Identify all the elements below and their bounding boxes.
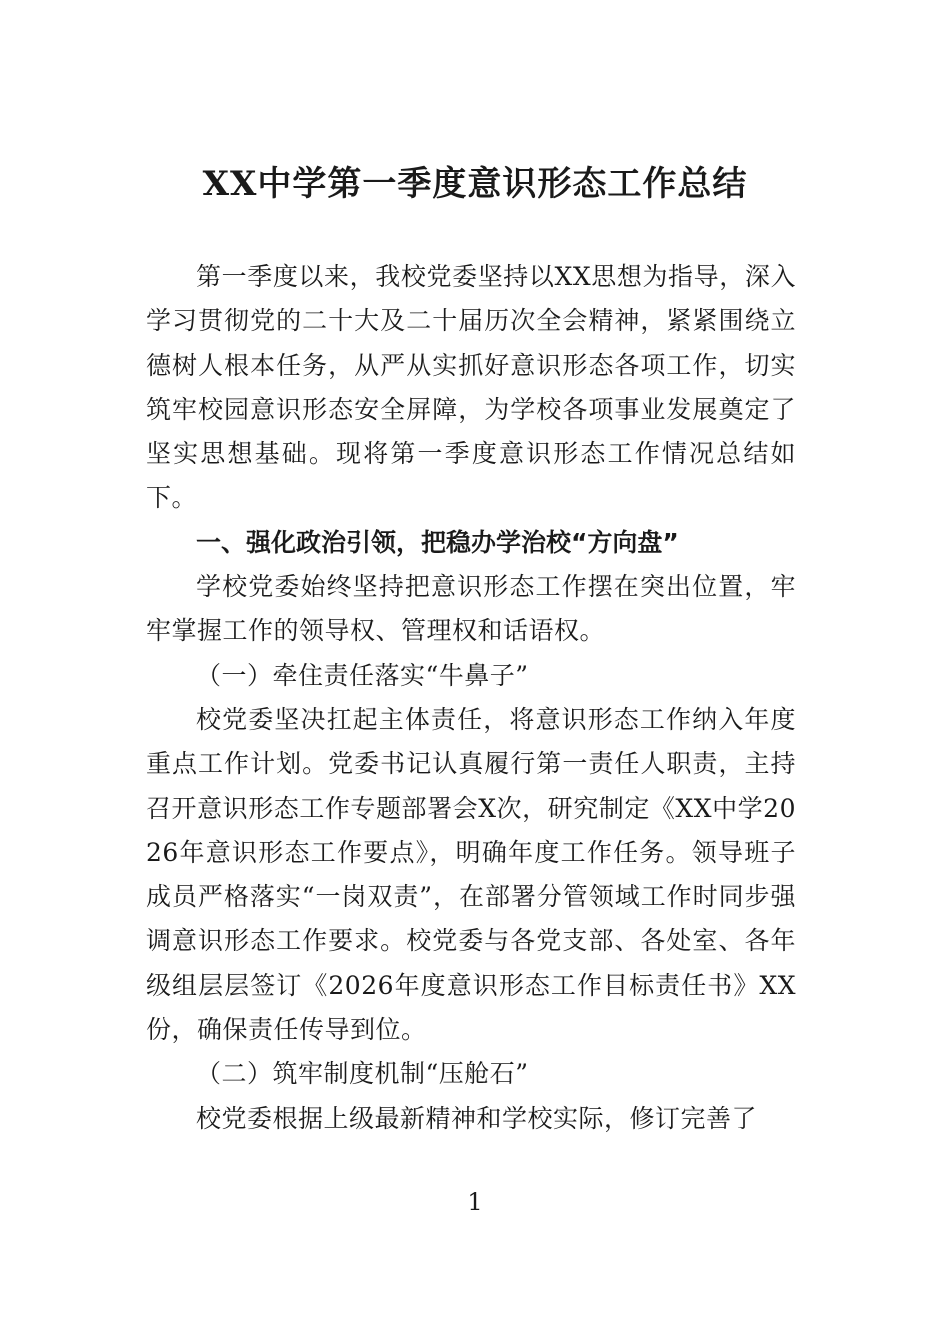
section-1-paragraph: 学校党委始终坚持把意识形态工作摆在突出位置，牢牢掌握工作的领导权、管理权和话语权。: [146, 572, 796, 646]
page-number: 1: [467, 1188, 483, 1216]
intro-paragraph: 第一季度以来，我校党委坚持以XX思想为指导，深入学习贯彻党的二十大及二十届历次全会精神，紧紧围绕立德树人根本任务，从严从实抓好意识形态各项工作，切实筑牢校园意识形态安全屏障，为学校各项事业发展奠定了坚实思想基础。现将第一季度意识形态工作情况总结如下。: [146, 262, 796, 513]
subsection-1-paragraph: 校党委坚决扛起主体责任，将意识形态工作纳入年度重点工作计划。党委书记认真履行第一责任人职责，主持召开意识形态工作专题部署会X次，研究制定《XX中学2026年意识形态工作要点》，明确年度工作任务。领导班子成员严格落实“一岗双责”，在部署分管领域工作时同步强调意识形态工作要求。校党委与各党支部、各处室、各年级组层层签订《2026年度意识形态工作目标责任书》XX份，确保责任传导到位。: [146, 704, 796, 1045]
document-title: XX中学第一季度意识形态工作总结: [202, 164, 748, 204]
section-heading-1: 一、强化政治引领，把稳办学治校“方向盘”: [196, 527, 679, 557]
subsection-heading-1: （一）牵住责任落实“牛鼻子”: [196, 660, 529, 690]
subsection-heading-2: （二）筑牢制度机制“压舱石”: [196, 1059, 529, 1089]
document-body: [146, 255, 796, 1141]
subsection-2-paragraph: 校党委根据上级最新精神和学校实际，修订完善了: [196, 1103, 758, 1133]
